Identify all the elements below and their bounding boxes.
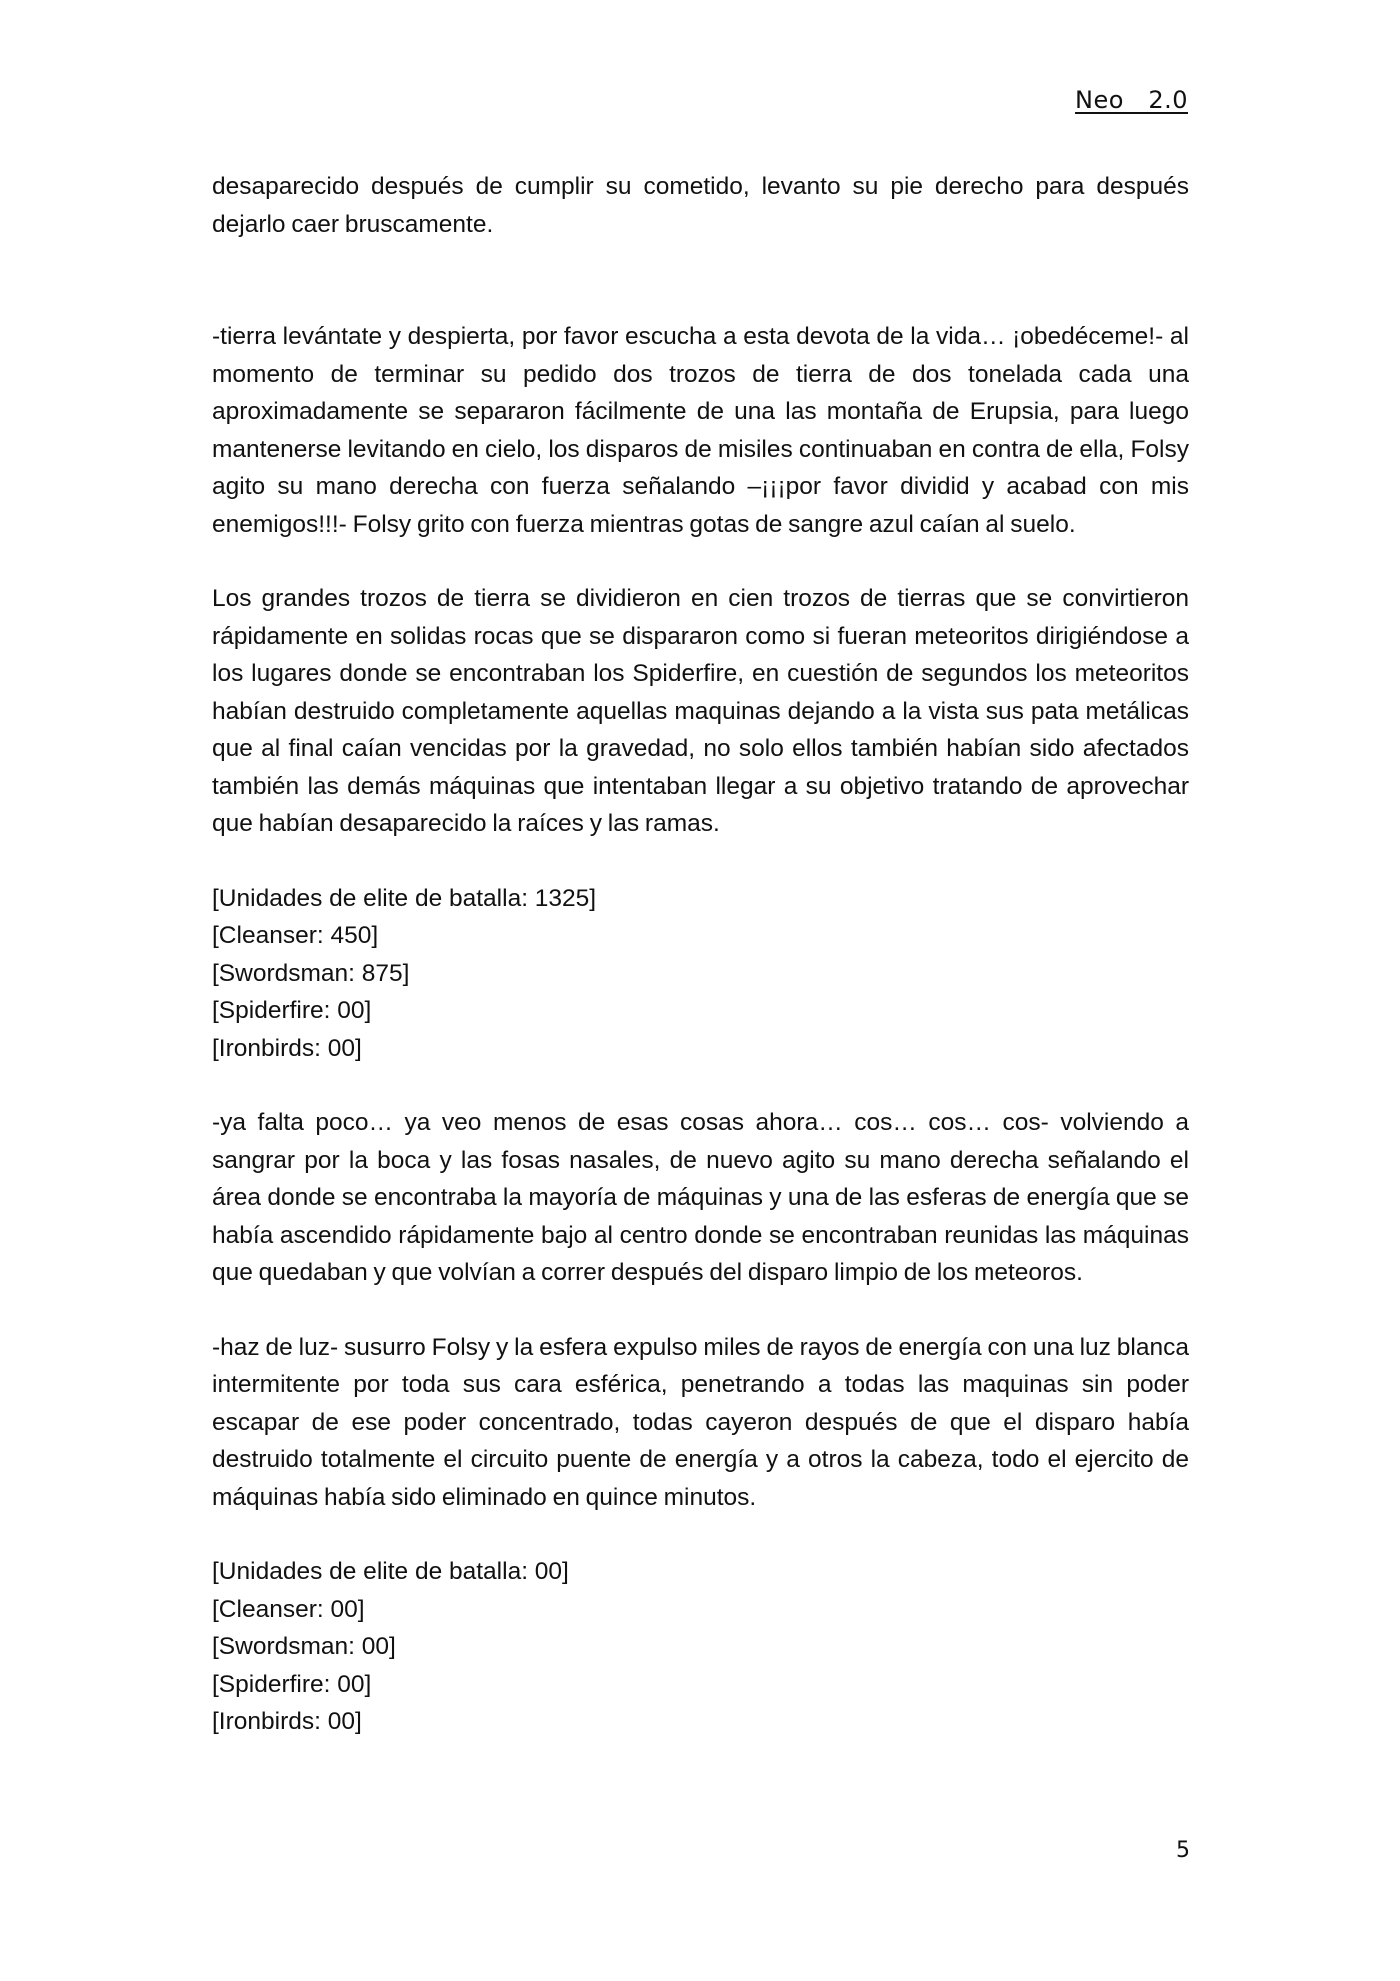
battle-stats-block-1 [212,880,1189,1068]
battle-stats-block-2 [212,1553,1189,1741]
stat-line-ironbirds: [Ironbirds: 00] [212,1708,362,1735]
stat-line-cleanser: [Cleanser: 450] [212,922,379,949]
stat-line-elite-units: [Unidades de elite de batalla: 1325] [212,884,597,912]
stat-line-elite-units: [Unidades de elite de batalla: 00] [212,1558,569,1585]
stat-line-spiderfire: [Spiderfire: 00] [212,1670,372,1698]
paragraph: desaparecido después de cumplir su cometido, levanto su pie derecho para después dejarlo caer bruscamente. [212,173,1189,238]
stat-line-swordsman: [Swordsman: 875] [212,959,410,987]
paragraph: Los grandes trozos de tierra se dividieron en cien trozos de tierras que se convirtieron rápidamente en solidas rocas que se dispararon como si fueran meteoritos dirigiéndose a los lugares donde se encontraban los Spiderfire, en cuestión de segundos los meteoritos habían destruido completamente aquellas maquinas dejando a la vista sus pata metálicas que al final caían vencidas por la gravedad, no solo ellos también habían sido afectados también las demás máquinas que intentaban llegar a su objetivo tratando de aprovechar que habían desaparecido la raíces y las ramas. [212,585,1189,837]
page-header-title: Neo 2.0 [1075,86,1188,114]
stat-line-cleanser: [Cleanser: 00] [212,1595,365,1623]
stat-line-ironbirds: [Ironbirds: 00] [212,1034,362,1062]
page-number: 5 [1176,1838,1190,1863]
paragraph: -ya falta poco… ya veo menos de esas cosas ahora… cos… cos… cos- volviendo a sangrar por la boca y las fosas nasales, de nuevo agito su mano derecha señalando el área donde se encontraba la mayoría de máquinas y una de las esferas de energía que se había ascendido rápidamente bajo al centro donde se encontraban reunidas las máquinas que quedaban y que volvían a correr después del disparo limpio de los meteoros. [212,1109,1189,1286]
paragraph: -haz de luz- susurro Folsy y la esfera expulso miles de rayos de energía con una luz blanca intermitente por toda sus cara esférica, penetrando a todas las maquinas sin poder escapar de ese poder concentrado, todas cayeron después de que el disparo había destruido totalmente el circuito puente de energía y a otros la cabeza, todo el ejercito de máquinas había sido eliminado en quince minutos. [212,1333,1189,1511]
paragraph: -tierra levántate y despierta, por favor escucha a esta devota de la vida… ¡obedéceme!- al momento de terminar su pedido dos trozos de tierra de dos tonelada cada una aproximadamente se separaron fácilmente de una las montaña de Erupsia, para luego mantenerse levitando en cielo, los disparos de misiles continuaban en contra de ella, Folsy agito su mano derecha con fuerza señalando –¡¡¡por favor dividid y acabad con mis enemigos!!!- Folsy grito con fuerza mientras gotas de sangre azul caían al suelo. [212,323,1189,538]
stat-line-swordsman: [Swordsman: 00] [212,1633,396,1660]
document-body [212,168,1189,1778]
stat-line-spiderfire: [Spiderfire: 00] [212,997,372,1024]
